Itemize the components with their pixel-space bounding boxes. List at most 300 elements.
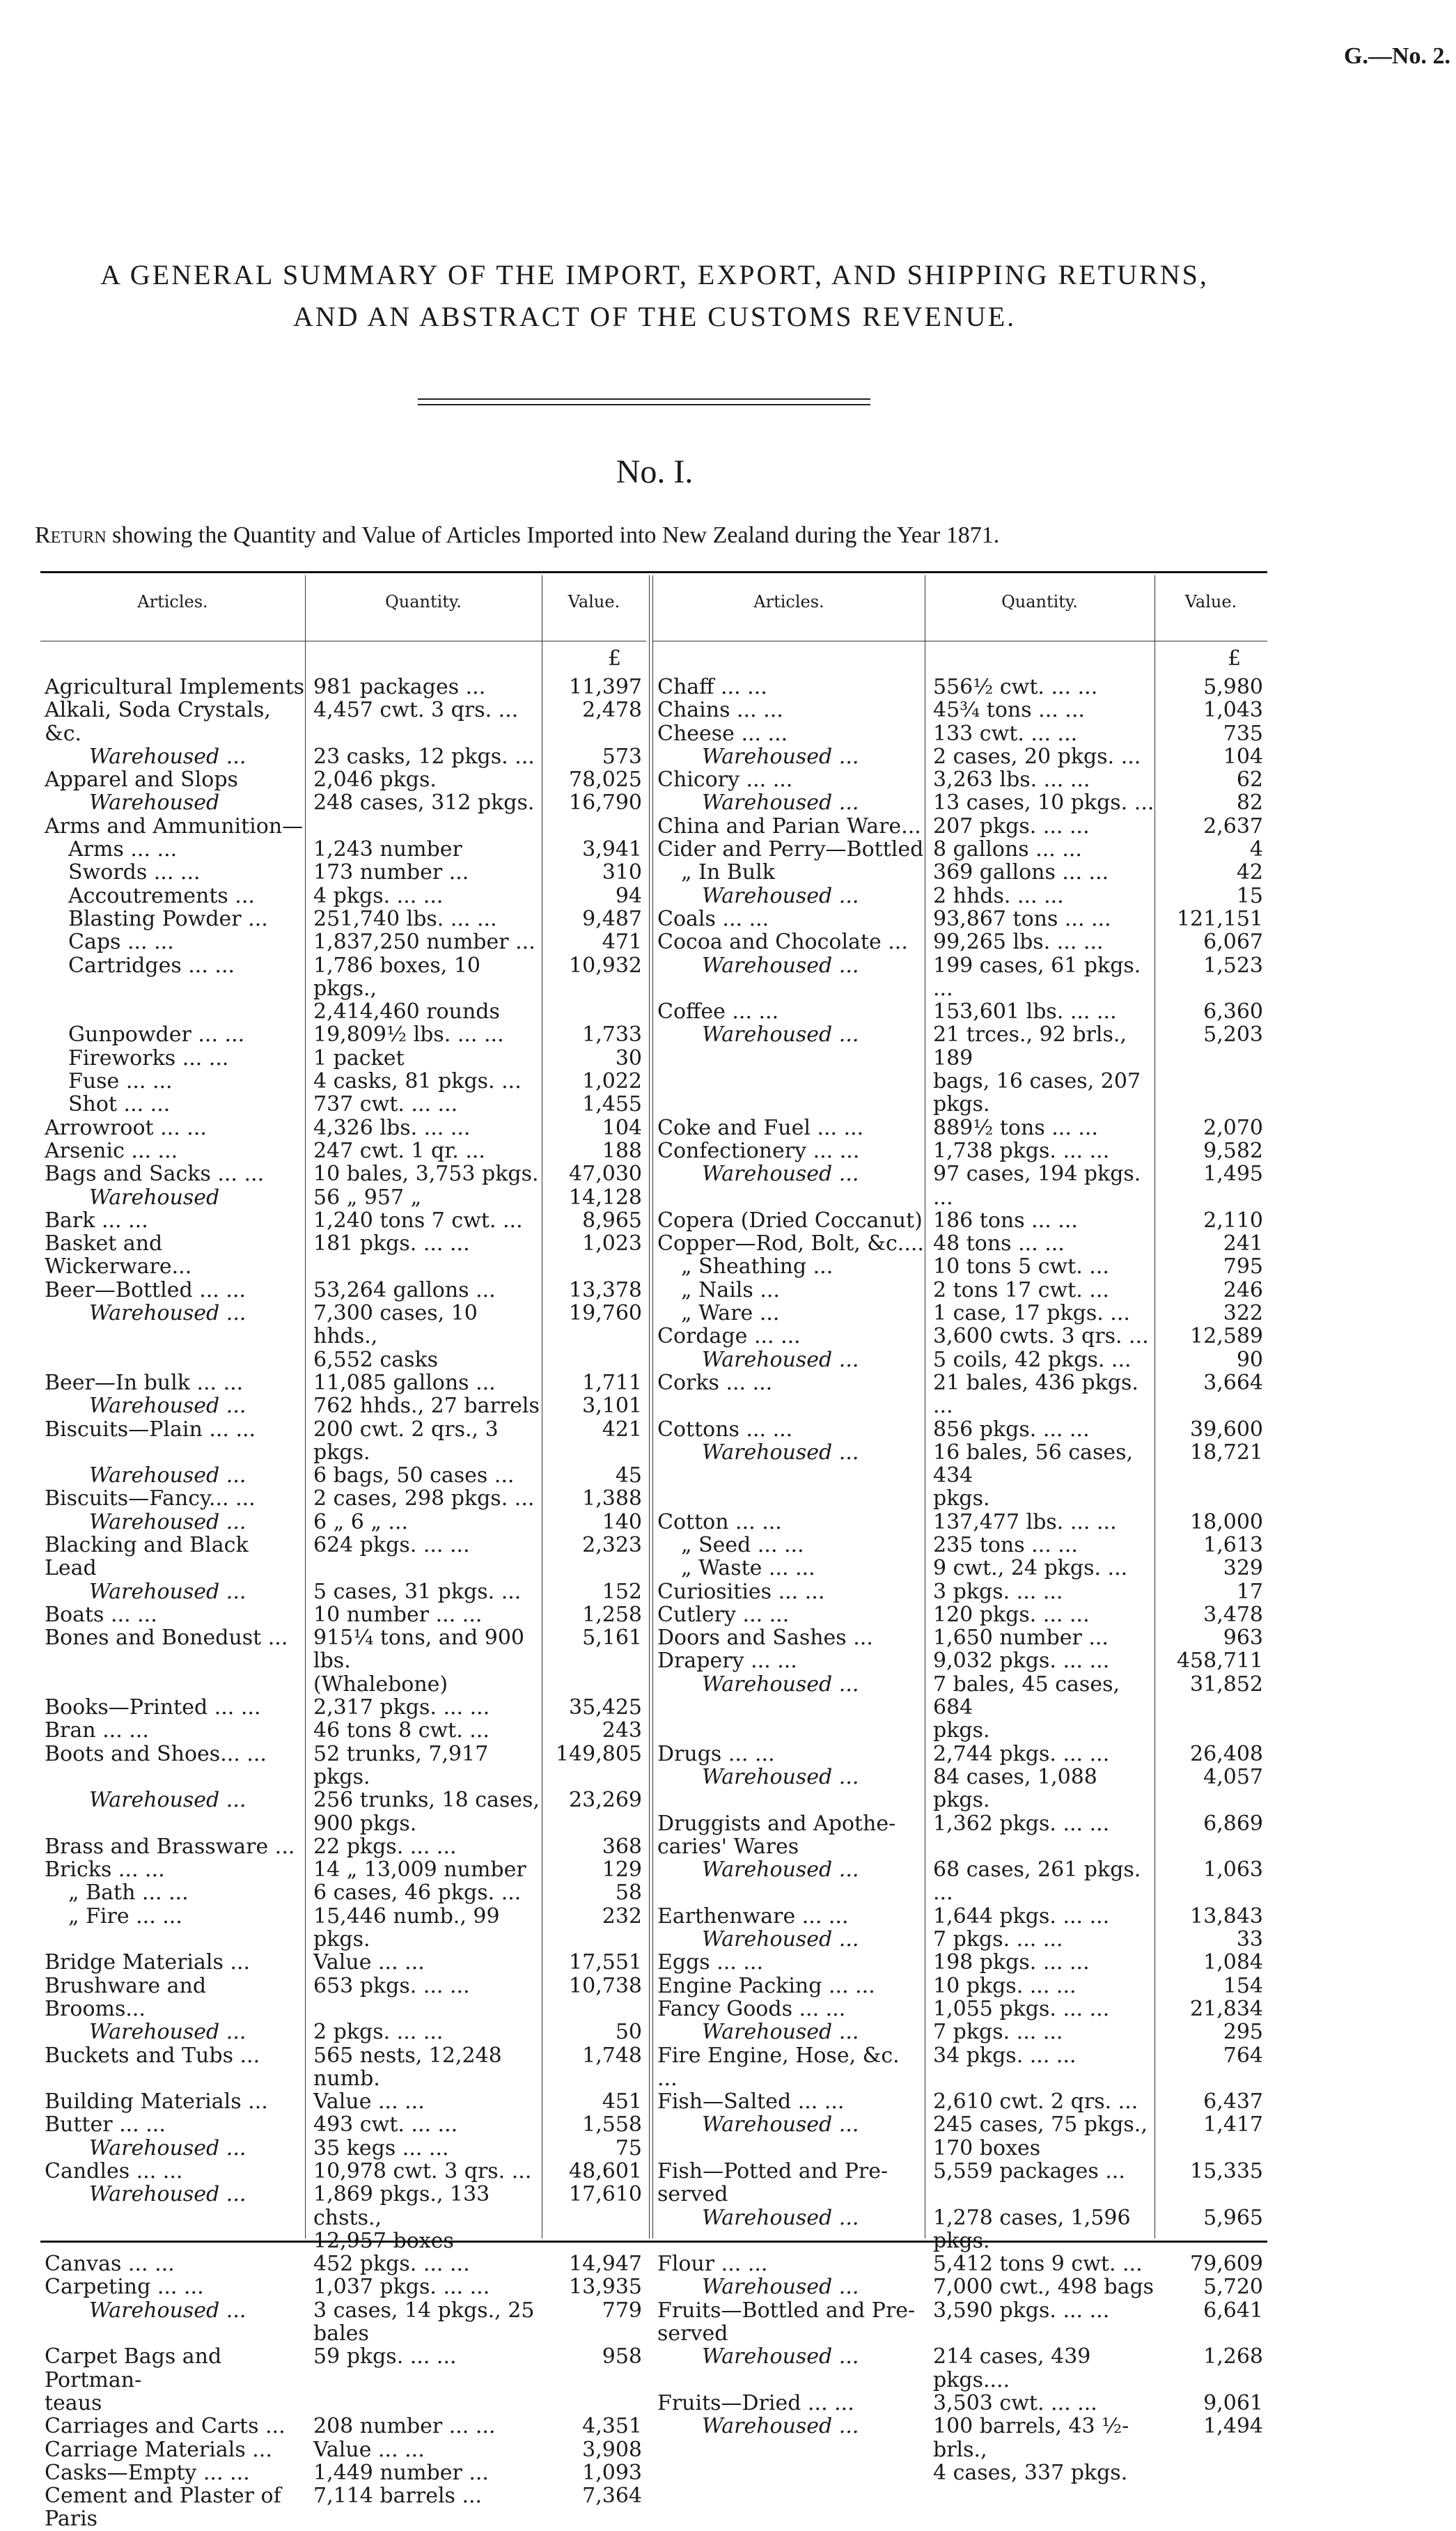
article-cell: Basket and Wickerware...	[45, 1231, 192, 1279]
article-cell: „ Fire ... ...	[68, 1903, 182, 1929]
quantity-cell: 200 cwt. 2 qrs., 3 pkgs.	[313, 1417, 499, 1465]
table-row	[653, 1534, 1267, 1557]
quantity-cell: 369 gallons ... ...	[933, 860, 1109, 885]
header-value: Value.	[1184, 592, 1237, 612]
table-row	[653, 861, 1267, 884]
value-cell: 4	[1249, 837, 1263, 862]
article-cell: Corks ... ...	[657, 1370, 773, 1395]
quantity-cell: 7,114 barrels ...	[313, 2484, 483, 2509]
quantity-cell: 4,326 lbs. ... ...	[313, 1115, 471, 1140]
table-row	[40, 2345, 646, 2392]
quantity-cell: bales	[313, 2321, 369, 2346]
table-row	[40, 2484, 646, 2507]
value-cell	[542, 1812, 646, 1835]
table-row	[40, 791, 646, 814]
table-row	[653, 2392, 1267, 2415]
table-row	[653, 1649, 1267, 1672]
quantity-cell: Value ... ...	[313, 2089, 425, 2115]
table-row	[653, 930, 1267, 953]
value-cell: 246	[1223, 1277, 1263, 1302]
value-cell: 5,161	[582, 1626, 642, 1651]
article-cell: Cutlery ... ...	[657, 1602, 790, 1627]
quantity-cell: 84 cases, 1,088 pkgs.	[933, 1764, 1097, 1813]
value-cell: 2,478	[582, 698, 642, 723]
value-cell: 735	[1223, 721, 1263, 746]
article-cell: Fish—Salted ... ...	[657, 2089, 845, 2115]
table-row	[653, 1673, 1267, 1720]
quantity-cell: 7 bales, 45 cases, 684	[933, 1672, 1120, 1720]
table-row	[40, 1580, 646, 1603]
article-cell	[40, 1812, 305, 1835]
article-cell: Warehoused	[89, 1185, 220, 1210]
value-cell	[542, 1673, 646, 1696]
value-cell: 3,664	[1203, 1370, 1263, 1395]
table-caption	[35, 522, 1260, 549]
import-table	[40, 571, 1267, 2531]
table-row	[40, 1023, 646, 1046]
quantity-cell: 1,243 number	[313, 837, 462, 862]
quantity-cell: 208 number ... ...	[313, 2414, 496, 2439]
article-cell: Arrowroot ... ...	[45, 1115, 207, 1140]
value-cell: 368	[602, 1834, 642, 1859]
quantity-cell: 2,414,460 rounds	[313, 999, 500, 1025]
quantity-cell: 68 cases, 261 pkgs. ...	[933, 1858, 1141, 1906]
value-cell: 14,128	[569, 1185, 642, 1210]
table-row	[40, 1116, 646, 1139]
article-cell: Curiosities ... ...	[657, 1579, 825, 1604]
article-cell: Apparel and Slops	[45, 768, 238, 793]
article-cell	[40, 2322, 305, 2345]
article-cell: Chaff ... ...	[657, 675, 767, 699]
quantity-cell: 4 pkgs. ... ...	[313, 883, 444, 908]
quantity-cell: 3,600 cwts. 3 qrs. ...	[933, 1324, 1149, 1349]
table-row	[40, 2438, 646, 2461]
value-cell: 241	[1223, 1231, 1263, 1256]
article-cell: Blasting Powder ...	[68, 906, 268, 931]
table-row	[40, 2252, 646, 2275]
quantity-cell: 900 pkgs.	[313, 1811, 417, 1836]
article-cell: Boats ... ...	[45, 1602, 157, 1627]
title-line-1: A GENERAL SUMMARY OF THE IMPORT, EXPORT, AND SHIPPING RETURNS,	[100, 259, 1209, 290]
value-cell: 104	[1223, 744, 1263, 769]
table-left-half	[40, 571, 646, 2531]
article-cell: Biscuits—Plain ... ...	[45, 1417, 256, 1442]
value-cell: 7,364	[582, 2484, 642, 2509]
value-cell: 12,589	[1190, 1324, 1263, 1349]
article-cell: Warehoused ...	[702, 1022, 859, 1048]
table-row	[653, 1279, 1267, 1302]
table-row	[653, 2322, 1267, 2345]
quantity-cell: 4,457 cwt. 3 qrs. ...	[313, 698, 519, 723]
quantity-cell: 45¾ tons ... ...	[933, 698, 1085, 723]
quantity-cell: 100 barrels, 43 ½-brls.,	[933, 2414, 1129, 2462]
table-row	[653, 1719, 1267, 1742]
article-cell: Warehoused ...	[702, 2020, 859, 2045]
quantity-cell: 56 „ 957 „	[313, 1185, 422, 1210]
article-cell: Paris	[45, 2507, 98, 2531]
quantity-cell: 1,362 pkgs. ... ...	[933, 1811, 1110, 1836]
quantity-cell: 7 pkgs. ... ...	[933, 2020, 1063, 2045]
article-cell: Bridge Materials ...	[45, 1950, 251, 1975]
value-cell: 1,711	[582, 1370, 642, 1395]
value-cell: 9,582	[1203, 1138, 1263, 1163]
table-row	[40, 1951, 646, 1974]
value-cell: 1,455	[582, 1092, 642, 1117]
article-cell: Warehoused ...	[702, 1672, 859, 1697]
value-cell: 13,843	[1190, 1903, 1263, 1929]
value-cell: 6,641	[1203, 2298, 1263, 2323]
value-cell: 9,061	[1203, 2390, 1263, 2415]
article-cell: „ In Bulk	[681, 860, 775, 885]
article-cell: Cottons ... ...	[657, 1417, 793, 1442]
article-cell: Building Materials ...	[45, 2089, 268, 2115]
value-cell: 322	[1223, 1301, 1263, 1326]
quantity-cell: 10 bales, 3,753 pkgs.	[313, 1162, 539, 1187]
header-value: Value.	[567, 592, 620, 612]
article-cell: Coke and Fuel ... ...	[657, 1115, 864, 1140]
quantity-cell: 13 cases, 10 pkgs. ...	[933, 791, 1154, 816]
article-cell: served	[657, 2321, 728, 2346]
quantity-cell: 2 pkgs. ... ...	[313, 2020, 444, 2045]
table-row	[653, 885, 1267, 908]
quantity-cell: 12,957 boxes	[313, 2228, 454, 2253]
value-cell: 1,558	[582, 2112, 642, 2137]
quantity-cell: 9,032 pkgs. ... ...	[933, 1649, 1110, 1674]
article-cell: Warehoused ...	[702, 2205, 859, 2230]
value-cell: 17	[1236, 1579, 1263, 1604]
article-cell	[40, 1000, 305, 1023]
article-cell: Carpeting ... ...	[45, 2275, 204, 2300]
article-cell: Warehoused ...	[702, 2344, 859, 2369]
article-cell	[653, 1487, 925, 1510]
quantity-cell: 10 pkgs. ... ...	[933, 1973, 1077, 1998]
value-cell: 5,720	[1203, 2275, 1263, 2300]
table-row	[40, 1209, 646, 1232]
value-cell: 45	[615, 1463, 642, 1488]
article-cell: Warehoused ...	[89, 1509, 246, 1534]
quantity-cell: 5,412 tons 9 cwt. ...	[933, 2252, 1143, 2277]
quantity-cell	[305, 2507, 542, 2530]
table-row	[653, 1928, 1267, 1951]
quantity-cell	[925, 2322, 1154, 2345]
table-row	[40, 1093, 646, 1116]
table-row	[40, 1673, 646, 1696]
article-cell: Accoutrements ...	[68, 883, 255, 908]
article-cell: Cider and Perry—Bottled	[657, 837, 924, 862]
quantity-cell: 181 pkgs. ... ...	[313, 1231, 470, 1256]
table-row	[653, 1487, 1267, 1510]
value-cell	[1154, 2137, 1267, 2160]
quantity-cell: 1,869 pkgs., 133 chsts.,	[313, 2182, 490, 2230]
quantity-cell: 247 cwt. 1 qr. ...	[313, 1138, 485, 1163]
article-cell: Chicory ... ...	[657, 768, 793, 793]
table-row	[653, 1951, 1267, 1974]
value-cell: 30	[615, 1045, 642, 1070]
quantity-cell: 915¼ tons, and 900 lbs.	[313, 1626, 524, 1674]
value-cell: 4,351	[582, 2414, 642, 2439]
value-cell: 1,084	[1203, 1950, 1263, 1975]
table-row	[653, 908, 1267, 930]
value-cell: 3,908	[582, 2437, 642, 2462]
article-cell: Bags and Sacks ... ...	[45, 1162, 265, 1187]
value-cell: 14,947	[569, 2252, 642, 2277]
quantity-cell: 1,837,250 number ...	[313, 930, 535, 955]
document-reference: G.—No. 2.	[1344, 43, 1450, 69]
table-row	[653, 1348, 1267, 1371]
value-cell: 149,805	[555, 1741, 642, 1766]
quantity-cell: 856 pkgs. ... ...	[933, 1417, 1090, 1442]
article-cell	[653, 2461, 925, 2484]
value-cell	[1154, 1070, 1267, 1093]
quantity-cell: 762 hhds., 27 barrels	[313, 1394, 540, 1419]
table-row	[40, 1139, 646, 1162]
quantity-cell: 1,240 tons 7 cwt. ...	[313, 1208, 523, 1233]
article-cell: Warehoused ...	[702, 791, 859, 816]
caption-text: showing the Quantity and Value of Articles Imported into New Zealand during the Year 1871.	[112, 522, 1000, 548]
quantity-cell: 5 coils, 42 pkgs. ...	[933, 1347, 1132, 1372]
value-cell: 471	[602, 930, 642, 955]
article-cell: Warehoused ...	[702, 1764, 859, 1789]
quantity-cell: 1,278 cases, 1,596 pkgs.	[933, 2205, 1131, 2253]
currency-symbol: £	[608, 646, 622, 671]
quantity-cell: 214 cases, 439 pkgs....	[933, 2344, 1091, 2392]
article-cell	[653, 1070, 925, 1093]
table-row	[653, 1580, 1267, 1603]
article-cell: caries' Wares	[657, 1834, 799, 1859]
quantity-cell: 256 trunks, 18 cases,	[313, 1788, 540, 1813]
value-cell: 1,495	[1203, 1162, 1263, 1187]
table-row	[653, 1139, 1267, 1162]
article-cell: served	[657, 2182, 728, 2207]
table-row	[40, 2160, 646, 2183]
article-cell: Warehoused ...	[702, 1927, 859, 1952]
value-cell: 19,760	[569, 1301, 642, 1326]
quantity-cell	[305, 2392, 542, 2415]
article-cell: „ Ware ...	[681, 1301, 780, 1326]
table-row	[653, 2415, 1267, 2461]
table-right-half	[653, 571, 1267, 2485]
value-cell: 13,378	[569, 1277, 642, 1302]
value-cell: 3,941	[582, 837, 642, 862]
article-cell	[653, 1093, 925, 1116]
table-row	[653, 1070, 1267, 1093]
table-row	[40, 1487, 646, 1510]
value-cell: 1,417	[1203, 2112, 1263, 2137]
value-cell: 1,023	[582, 1231, 642, 1256]
table-row	[653, 722, 1267, 745]
table-row	[40, 1070, 646, 1093]
quantity-cell: 15,446 numb., 99 pkgs.	[313, 1903, 500, 1952]
article-cell: Canvas ... ...	[45, 2252, 175, 2277]
value-cell: 47,030	[569, 1162, 642, 1187]
quantity-cell: 19,809½ lbs. ... ...	[313, 1022, 504, 1048]
table-row	[653, 2252, 1267, 2275]
quantity-cell: 6,552 casks	[313, 1347, 439, 1372]
table-row	[653, 1023, 1267, 1070]
article-cell: Caps ... ...	[68, 930, 174, 955]
value-cell: 15,335	[1190, 2159, 1263, 2183]
table-row	[40, 1418, 646, 1465]
table-row	[40, 1905, 646, 1952]
article-cell: Warehoused ...	[89, 1394, 246, 1419]
value-cell: 9,487	[582, 906, 642, 931]
article-cell: Copper—Rod, Bolt, &c....	[657, 1231, 924, 1256]
article-cell: Arms and Ammunition—	[45, 813, 304, 839]
table-row	[653, 1371, 1267, 1418]
quantity-cell: 235 tons ... ...	[933, 1532, 1078, 1557]
value-cell: 958	[602, 2344, 642, 2369]
quantity-cell: 46 tons 8 cwt. ...	[313, 1718, 490, 1743]
quantity-cell: 4 casks, 81 pkgs. ...	[313, 1069, 522, 1094]
article-cell: Arsenic ... ...	[45, 1138, 178, 1163]
value-cell: 1,043	[1203, 698, 1263, 723]
article-cell: Gunpowder ... ...	[68, 1022, 245, 1048]
article-cell: Brushware and Brooms...	[45, 1973, 207, 2021]
table-row	[653, 815, 1267, 838]
table-row	[653, 2044, 1267, 2091]
value-cell: 104	[602, 1115, 642, 1140]
value-cell: 1,733	[582, 1022, 642, 1048]
table-row	[653, 2113, 1267, 2136]
value-cell: 232	[602, 1903, 642, 1929]
quantity-cell: pkgs.	[933, 1718, 990, 1743]
value-cell: 152	[602, 1579, 642, 1604]
article-cell: Warehoused ...	[702, 2112, 859, 2137]
article-cell: Beer—Bottled ... ...	[45, 1277, 246, 1302]
table-row	[40, 2113, 646, 2136]
article-cell: Blacking and Black Lead	[45, 1532, 249, 1581]
quantity-cell: 1,650 number ...	[933, 1626, 1109, 1651]
table-row	[653, 1325, 1267, 1348]
table-row	[40, 2507, 646, 2530]
article-cell: Fireworks ... ...	[68, 1045, 229, 1070]
table-row	[40, 1394, 646, 1417]
table-row	[653, 1557, 1267, 1580]
quantity-cell: 2 hhds. ... ...	[933, 883, 1064, 908]
table-row	[653, 699, 1267, 722]
value-cell: 6,869	[1203, 1811, 1263, 1836]
article-cell: Eggs ... ...	[657, 1950, 763, 1975]
value-cell: 42	[1236, 860, 1263, 885]
quantity-cell: 493 cwt. ... ...	[313, 2112, 458, 2137]
table-row	[653, 1835, 1267, 1858]
quantity-cell: 4 cases, 337 pkgs.	[933, 2460, 1128, 2485]
table-row	[40, 1719, 646, 1742]
caption-lead: Return	[35, 522, 107, 548]
table-row	[40, 1603, 646, 1626]
quantity-cell: bags, 16 cases, 207	[933, 1069, 1141, 1094]
quantity-cell: 1,037 pkgs. ... ...	[313, 2275, 490, 2300]
article-cell: Bones and Bonedust ...	[45, 1626, 288, 1651]
table-row	[653, 1441, 1267, 1488]
table-row	[40, 1511, 646, 1534]
quantity-cell: 2 cases, 298 pkgs. ...	[313, 1486, 535, 1511]
table-row	[40, 2392, 646, 2415]
value-cell: 5,980	[1203, 675, 1263, 699]
value-cell: 1,093	[582, 2460, 642, 2485]
article-cell: Butter ... ...	[45, 2112, 166, 2137]
quantity-cell: 889½ tons ... ...	[933, 1115, 1098, 1140]
quantity-cell: 153,601 lbs. ... ...	[933, 999, 1117, 1025]
value-cell: 140	[602, 1509, 642, 1534]
table-row	[40, 1464, 646, 1487]
table-row	[653, 2183, 1267, 2206]
quantity-cell: 251,740 lbs. ... ...	[313, 906, 497, 931]
article-cell: Swords ... ...	[68, 860, 201, 885]
table-row	[40, 2461, 646, 2484]
table-row	[40, 1789, 646, 1812]
value-cell: 2,110	[1203, 1208, 1263, 1233]
value-cell: 329	[1223, 1556, 1263, 1581]
value-cell: 6,437	[1203, 2089, 1263, 2115]
article-cell	[653, 2137, 925, 2160]
quantity-cell: 3,590 pkgs. ... ...	[933, 2298, 1110, 2323]
value-cell	[1154, 1835, 1267, 1858]
article-cell: Earthenware ... ...	[657, 1903, 849, 1929]
value-cell: 1,523	[1203, 953, 1263, 978]
value-cell: 188	[602, 1138, 642, 1163]
table-row	[40, 2322, 646, 2345]
table-row	[653, 2345, 1267, 2392]
article-cell: Candles ... ...	[45, 2159, 183, 2183]
article-cell: Warehoused ...	[89, 1788, 246, 1813]
quantity-cell: 565 nests, 12,248 numb.	[313, 2043, 502, 2091]
article-cell: Warehoused ...	[702, 953, 859, 978]
table-row	[40, 1000, 646, 1023]
value-cell: 6,067	[1203, 930, 1263, 955]
table-row	[40, 1186, 646, 1209]
table-row	[40, 1162, 646, 1185]
value-cell: 295	[1223, 2020, 1263, 2045]
quantity-cell: 7 pkgs. ... ...	[933, 1927, 1063, 1952]
quantity-cell: pkgs.	[933, 1092, 990, 1117]
title-divider	[418, 404, 870, 405]
value-cell: 23,269	[569, 1788, 642, 1813]
quantity-cell: 248 cases, 312 pkgs.	[313, 791, 535, 816]
quantity-cell: 3,263 lbs. ... ...	[933, 768, 1090, 793]
table-row	[653, 1116, 1267, 1139]
value-cell	[542, 2392, 646, 2415]
quantity-cell: 14 „ 13,009 number	[313, 1858, 526, 1883]
quantity-cell: 97 cases, 194 pkgs. ...	[933, 1162, 1141, 1210]
table-row	[40, 1348, 646, 1371]
table-row	[653, 1626, 1267, 1649]
quantity-cell: 1,738 pkgs. ... ...	[933, 1138, 1110, 1163]
table-row	[653, 2206, 1267, 2253]
value-cell: 26,408	[1190, 1741, 1263, 1766]
value-cell: 1,022	[582, 1069, 642, 1094]
table-row	[40, 1881, 646, 1904]
quantity-cell: Value ... ...	[313, 1950, 425, 1975]
value-cell: 50	[615, 2020, 642, 2045]
value-cell: 18,000	[1190, 1509, 1263, 1534]
value-cell: 18,721	[1190, 1440, 1263, 1465]
value-cell: 451	[602, 2089, 642, 2115]
quantity-cell: 10,978 cwt. 3 qrs. ...	[313, 2159, 532, 2183]
quantity-cell: 10 number ... ...	[313, 1602, 483, 1627]
value-cell: 5,965	[1203, 2205, 1263, 2230]
article-cell: Doors and Sashes ...	[657, 1626, 873, 1651]
table-row	[653, 1743, 1267, 1766]
value-cell: 963	[1223, 1626, 1263, 1651]
value-cell: 779	[602, 2298, 642, 2323]
quantity-cell: 8 gallons ... ...	[933, 837, 1082, 862]
quantity-cell: 9 cwt., 24 pkgs. ...	[933, 1556, 1128, 1581]
value-cell: 33	[1236, 1927, 1263, 1952]
quantity-cell: 22 pkgs. ... ...	[313, 1834, 457, 1859]
table-row	[40, 2415, 646, 2438]
value-cell: 10,738	[569, 1973, 642, 1998]
